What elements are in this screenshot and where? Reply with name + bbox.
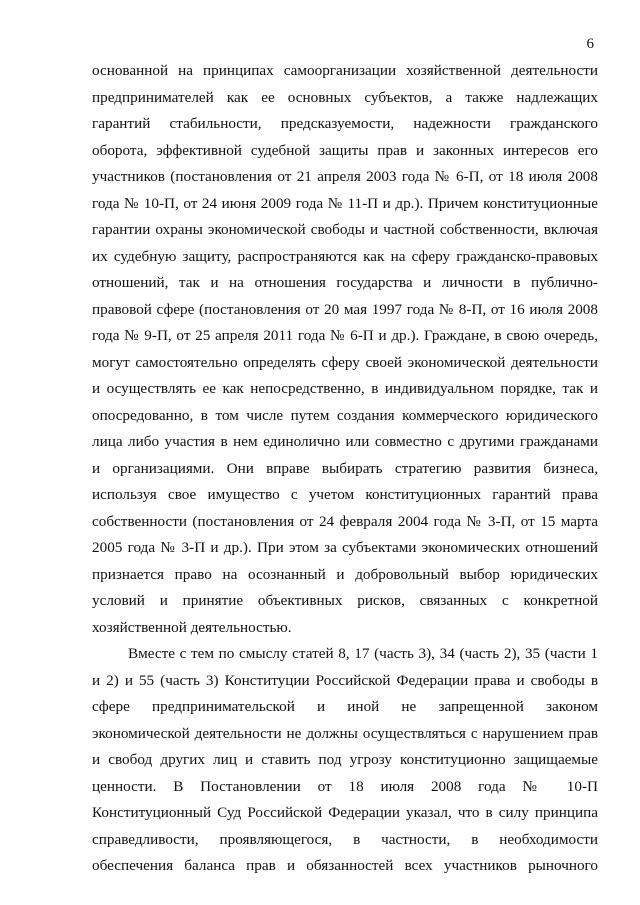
text-line: года № 10-П, от 24 июня 2009 года № 11-П и др.). Причем конституционные [92, 194, 598, 212]
text-line: экономической деятельности не должны осуществляться с нарушением прав [92, 724, 598, 742]
text-line: гарантии охраны экономической свободы и частной собственности, включая [92, 221, 598, 238]
text-line: сфере предпринимательской и иной не запрещенной законом [92, 698, 598, 715]
text-line: лица либо участия в нем единолично или совместно с другими гражданами [92, 433, 598, 450]
text-line: хозяйственной деятельностью. [92, 618, 292, 636]
text-line: признается право на осознанный и добровольный выбор юридических [92, 565, 598, 583]
text-line: участников (постановления от 21 апреля 2003 года № 6-П, от 18 июля 2008 [92, 168, 598, 185]
text-line: основанной на принципах самоорганизации хозяйственной деятельности [92, 62, 598, 79]
text-line: 2005 года № 3-П и др.). При этом за субъектами экономических отношений [92, 539, 598, 556]
text-line: могут самостоятельно определять сферу своей экономической деятельности [92, 353, 598, 371]
text-line: правовой сфере (постановления от 20 мая 1997 года № 8-П, от 16 июля 2008 [92, 300, 598, 318]
text-line: опосредованно, в том числе путем создания коммерческого юридического [92, 406, 598, 424]
page-number: 6 [586, 36, 594, 52]
text-line: обеспечения баланса прав и обязанностей всех участников рыночного [92, 857, 598, 874]
text-line: отношений, так и на отношения государства и личности в публично- [92, 274, 598, 291]
text-line: Вместе с тем по смыслу статей 8, 17 (часть 3), 34 (часть 2), 35 (части 1 [128, 645, 598, 662]
text-line: собственности (постановления от 24 февраля 2004 года № 3-П, от 15 марта [92, 512, 598, 530]
text-line: и организациями. Они вправе выбирать стратегию развития бизнеса, [92, 459, 598, 477]
text-line: и свобод других лиц и ставить под угрозу конституционно защищаемые [92, 751, 598, 768]
text-line: гарантий стабильности, предсказуемости, надежности гражданского [92, 115, 598, 132]
text-line: ценности. В Постановлении от 18 июля 2008 года № 10-П [92, 777, 598, 795]
text-line: используя свое имущество с учетом конституционных гарантий права [92, 486, 598, 503]
text-line: справедливости, проявляющегося, в частности, в необходимости [92, 830, 598, 848]
text-line: оборота, эффективной судебной защиты прав и законных интересов его [92, 141, 598, 159]
body-text [92, 58, 598, 880]
text-line: и осуществлять ее как непосредственно, в индивидуальном порядке, так и [92, 380, 598, 397]
text-line: года № 9-П, от 25 апреля 2011 года № 6-П и др.). Граждане, в свою очередь, [92, 327, 598, 344]
text-line: их судебную защиту, распространяются как на сферу гражданско-правовых [92, 247, 598, 265]
text-line: предпринимателей как ее основных субъектов, а также надлежащих [92, 88, 598, 106]
text-line: Конституционный Суд Российской Федерации указал, что в силу принципа [92, 804, 598, 821]
text-line: условий и принятие объективных рисков, связанных с конкретной [92, 592, 598, 609]
text-line: и 2) и 55 (часть 3) Конституции Российской Федерации права и свободы в [92, 671, 598, 689]
